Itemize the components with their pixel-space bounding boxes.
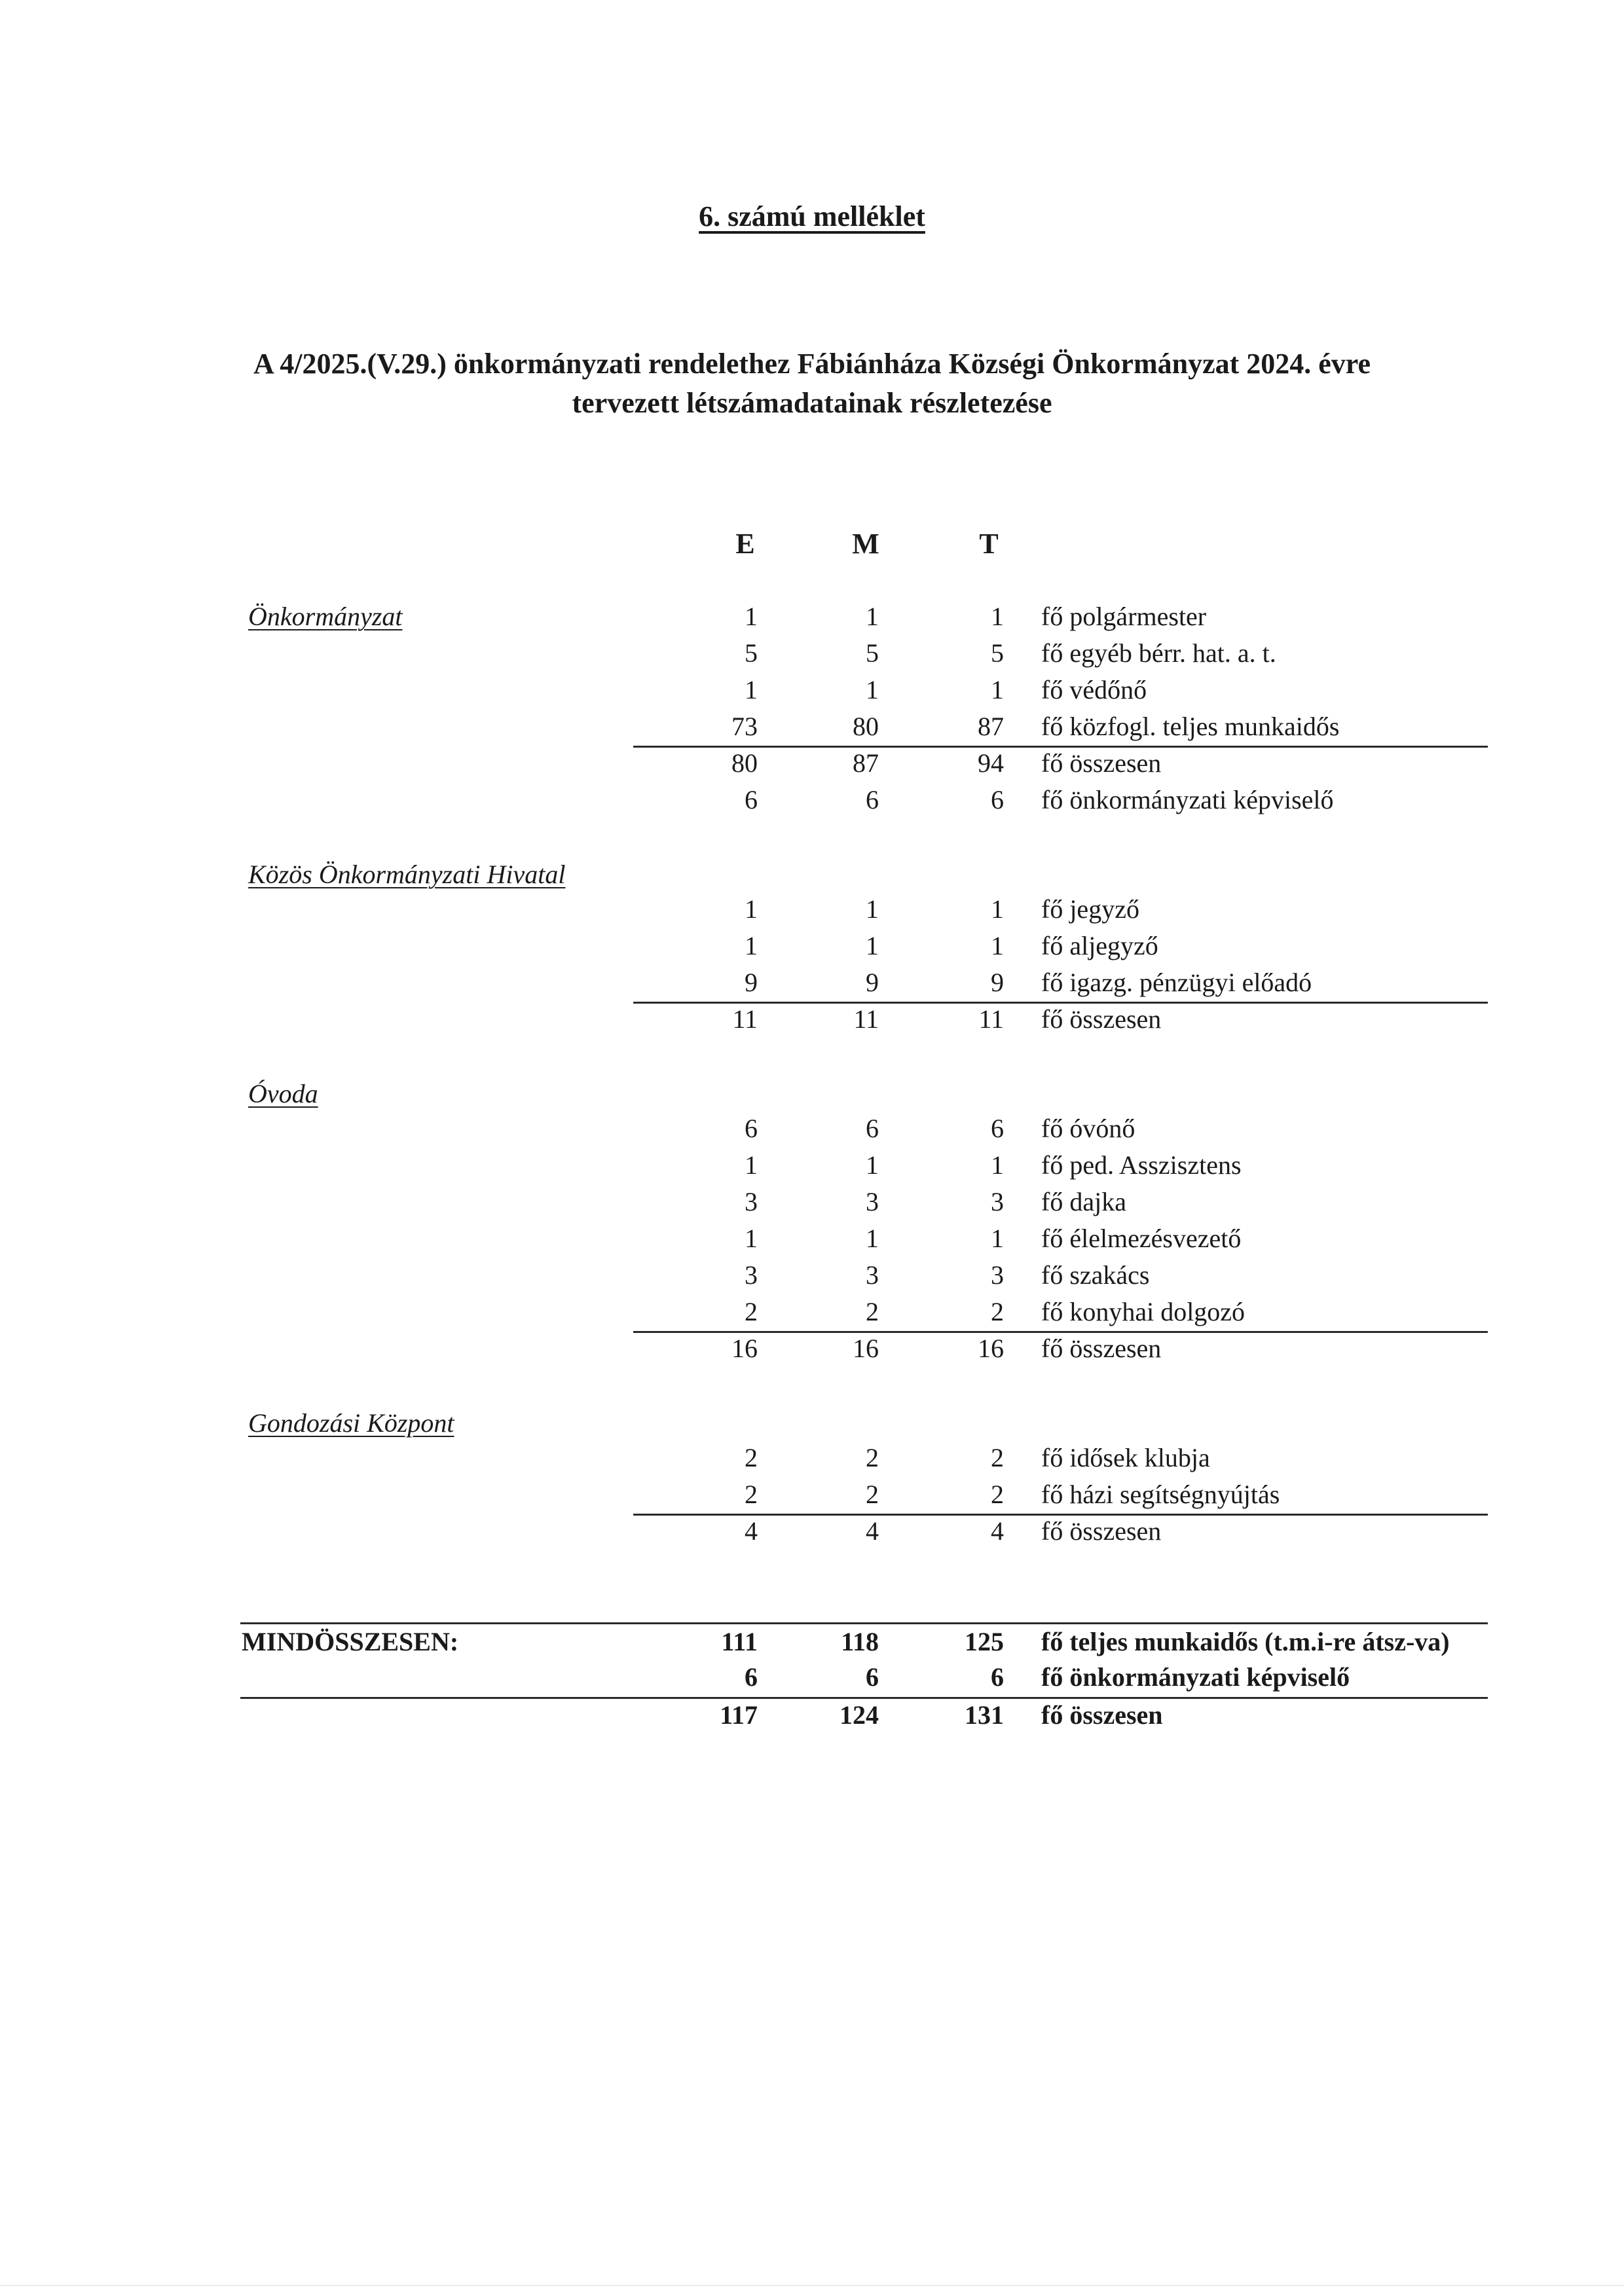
value-t: 94 (978, 748, 1004, 778)
subtotal-row (0, 748, 1624, 784)
grand-total-top-rule (240, 1622, 1488, 1624)
value-t: 1 (991, 894, 1004, 924)
value-t: 6 (991, 1662, 1004, 1692)
table-row (0, 784, 1624, 821)
value-e: 1 (745, 1150, 758, 1180)
value-t: 4 (991, 1516, 1004, 1546)
value-t: 2 (991, 1443, 1004, 1472)
row-label: fő összesen (1041, 1516, 1162, 1546)
value-e: 2 (745, 1297, 758, 1326)
value-e: 6 (745, 785, 758, 814)
row-label: fő közfogl. teljes munkaidős (1041, 712, 1340, 741)
row-label: fő önkormányzati képviselő (1041, 1662, 1350, 1692)
value-t: 87 (978, 712, 1004, 741)
column-header-m: M (852, 528, 879, 560)
annex-title: 6. számú melléklet (699, 200, 925, 232)
value-t: 6 (991, 1114, 1004, 1143)
value-t: 1 (991, 602, 1004, 631)
value-m: 6 (866, 1662, 879, 1692)
value-m: 1 (866, 1224, 879, 1253)
scan-edge-line (0, 2285, 1624, 2286)
value-m: 87 (853, 748, 879, 778)
row-label: fő óvónő (1041, 1114, 1135, 1143)
table-row (0, 930, 1624, 967)
value-t: 2 (991, 1297, 1004, 1326)
grand-total-label: MINDÖSSZESEN: (242, 1627, 459, 1656)
grand-total-row (0, 1662, 1624, 1698)
grand-total-row (0, 1626, 1624, 1663)
value-m: 1 (866, 894, 879, 924)
value-m: 1 (866, 1150, 879, 1180)
table-row (0, 1296, 1624, 1333)
value-e: 3 (745, 1260, 758, 1290)
row-label: fő idősek klubja (1041, 1443, 1210, 1472)
table-row (0, 1113, 1624, 1150)
row-label: fő aljegyző (1041, 931, 1158, 960)
section-title-kozos-hivatal: Közös Önkormányzati Hivatal (248, 860, 566, 889)
value-m: 2 (866, 1480, 879, 1509)
table-row (0, 967, 1624, 1004)
value-m: 80 (853, 712, 879, 741)
value-t: 1 (991, 931, 1004, 960)
row-label: fő összesen (1041, 1334, 1162, 1363)
value-m: 6 (866, 1114, 879, 1143)
row-label: fő összesen (1041, 1004, 1162, 1034)
value-e: 2 (745, 1480, 758, 1509)
value-m: 9 (866, 968, 879, 997)
section-title-ovoda: Óvoda (248, 1079, 318, 1108)
heading-line-1: A 4/2025.(V.29.) önkormányzati rendelethez Fábiánháza Községi Önkormányzat 2024. évre (253, 348, 1371, 380)
value-t: 5 (991, 638, 1004, 668)
subtotal-row (0, 1004, 1624, 1040)
value-e: 2 (745, 1443, 758, 1472)
heading-line-2: tervezett létszámadatainak részletezése (572, 387, 1052, 419)
row-label: fő konyhai dolgozó (1041, 1297, 1246, 1326)
row-label: fő ped. Asszisztens (1041, 1150, 1242, 1180)
value-e: 1 (745, 894, 758, 924)
value-t: 3 (991, 1187, 1004, 1216)
grand-total-bottom-rule (240, 1697, 1488, 1699)
value-m: 3 (866, 1187, 879, 1216)
value-t: 9 (991, 968, 1004, 997)
subtotal-row (0, 1333, 1624, 1370)
value-e: 4 (745, 1516, 758, 1546)
row-label: fő házi segítségnyújtás (1041, 1480, 1280, 1509)
value-m: 3 (866, 1260, 879, 1290)
section-title-onkormanyzat: Önkormányzat (248, 602, 403, 631)
row-label: fő önkormányzati képviselő (1041, 785, 1334, 814)
value-e: 1 (745, 602, 758, 631)
value-m: 1 (866, 931, 879, 960)
value-e: 111 (721, 1627, 758, 1656)
row-label: fő jegyző (1041, 894, 1139, 924)
table-row (0, 1442, 1624, 1479)
column-header-e: E (735, 528, 755, 560)
value-e: 73 (731, 712, 758, 741)
row-label: fő szakács (1041, 1260, 1150, 1290)
value-e: 5 (745, 638, 758, 668)
table-row (0, 601, 1624, 638)
row-label: fő polgármester (1041, 602, 1207, 631)
row-label: fő teljes munkaidős (t.m.i-re átsz-va) (1041, 1627, 1450, 1656)
table-row (0, 1260, 1624, 1296)
value-t: 2 (991, 1480, 1004, 1509)
value-m: 4 (866, 1516, 879, 1546)
value-e: 1 (745, 675, 758, 704)
row-label: fő igazg. pénzügyi előadó (1041, 968, 1312, 997)
table-row (0, 1479, 1624, 1516)
value-e: 16 (731, 1334, 758, 1363)
row-label: fő egyéb bérr. hat. a. t. (1041, 638, 1276, 668)
value-t: 1 (991, 1224, 1004, 1253)
subtotal-row (0, 1516, 1624, 1552)
table-row (0, 1186, 1624, 1223)
value-m: 118 (841, 1627, 879, 1656)
value-t: 1 (991, 1150, 1004, 1180)
table-row (0, 638, 1624, 674)
value-e: 9 (745, 968, 758, 997)
value-e: 80 (731, 748, 758, 778)
value-m: 1 (866, 675, 879, 704)
value-m: 2 (866, 1443, 879, 1472)
row-label: fő élelmezésvezető (1041, 1224, 1242, 1253)
value-e: 11 (732, 1004, 758, 1034)
value-t: 131 (965, 1700, 1004, 1730)
value-e: 6 (745, 1114, 758, 1143)
row-label: fő dajka (1041, 1187, 1126, 1216)
value-e: 1 (745, 931, 758, 960)
value-e: 1 (745, 1224, 758, 1253)
row-label: fő összesen (1041, 748, 1162, 778)
value-e: 117 (720, 1700, 758, 1730)
value-t: 6 (991, 785, 1004, 814)
value-t: 125 (965, 1627, 1004, 1656)
table-row (0, 1150, 1624, 1186)
table-row (0, 1223, 1624, 1260)
grand-total-sum-row (0, 1700, 1624, 1736)
value-m: 124 (840, 1700, 879, 1730)
value-t: 11 (978, 1004, 1004, 1034)
value-t: 16 (978, 1334, 1004, 1363)
section-title-gondozasi-kozpont: Gondozási Központ (248, 1408, 454, 1438)
value-m: 1 (866, 602, 879, 631)
value-e: 3 (745, 1187, 758, 1216)
value-m: 16 (853, 1334, 879, 1363)
row-label: fő összesen (1041, 1700, 1163, 1730)
table-row (0, 711, 1624, 748)
table-row (0, 674, 1624, 711)
value-m: 11 (853, 1004, 879, 1034)
column-header-t: T (979, 528, 999, 560)
value-m: 6 (866, 785, 879, 814)
value-t: 1 (991, 675, 1004, 704)
value-e: 6 (745, 1662, 758, 1692)
value-t: 3 (991, 1260, 1004, 1290)
table-row (0, 894, 1624, 930)
value-m: 5 (866, 638, 879, 668)
value-m: 2 (866, 1297, 879, 1326)
row-label: fő védőnő (1041, 675, 1147, 704)
